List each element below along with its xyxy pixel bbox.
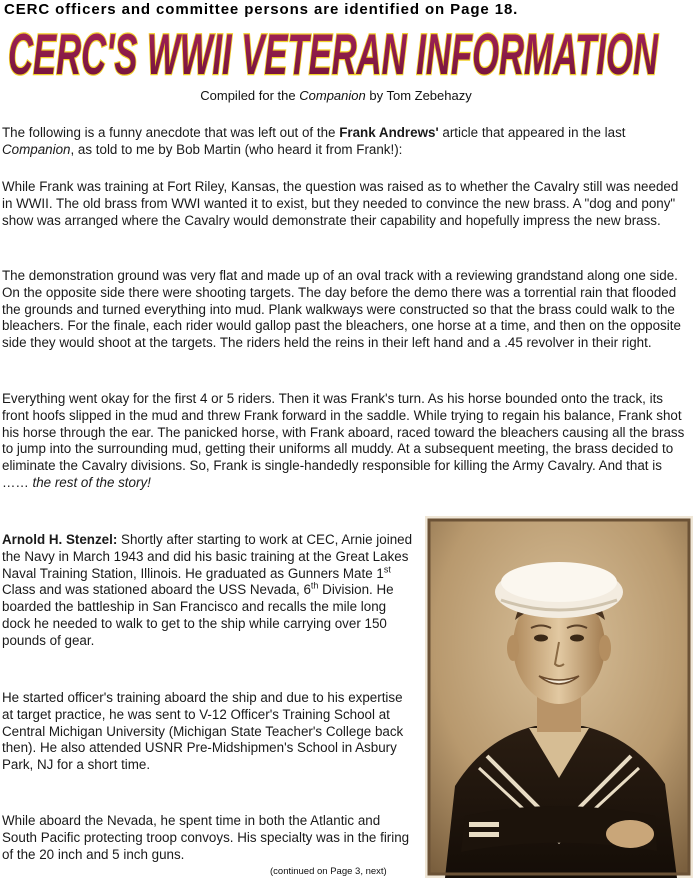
continued-note: (continued on Page 3, next) [270, 866, 387, 877]
intro-publication: Companion [2, 141, 71, 157]
stenzel-paragraph-3: While aboard the Nevada, he spent time in both the Atlantic and South Pacific protecting troop convoys. His specialty was in the firing of the 20 inch and 5 inch guns. [2, 813, 410, 862]
stenzel-paragraph-2: He started officer's training aboard the ship and due to his expertise at target practice, he was sent to V-12 Officer's Training School at Central Michigan University (Michigan State Teacher's College back then). He also attended USNR Pre-Midshipmen's School in Asbury Park, NJ for a short time. [2, 690, 404, 773]
stenzel-p1-b: Class and was stationed aboard the USS Nevada, 6 [2, 582, 311, 598]
stenzel-p1-a: Shortly after starting to work at CEC, Arnie joined the Navy in March 1943 and did his basic training at the Great Lakes Naval Training Station, Illinois. He graduated as Gunners Mate 1 [2, 532, 413, 581]
intro-text: The following is a funny anecdote that was left out of the [2, 125, 340, 140]
stenzel-p1-c: Division. He boarded the battleship in San Francisco and recalls the mile long dock he needed to walk to get to the ship while carrying over 150 pounds of gear. [2, 582, 394, 648]
byline-author: by Tom Zebehazy [365, 88, 472, 103]
banner-title [0, 12, 695, 92]
intro-name: Frank Andrews' [339, 125, 439, 140]
rest-of-story: the rest of the story! [32, 474, 151, 490]
veteran-name: Arnold H. Stenzel: [2, 532, 118, 547]
anecdote-paragraph-2: While Frank was training at Fort Riley, Kansas, the question was raised as to whether the Cavalry still was needed in WWII. The old brass from WWI wanted it to exist, but they needed to convince the new brass. A "dog and pony" show was arranged where the Cavalry would demonstrate their capability and hopefully impress the new brass. [2, 179, 679, 228]
anecdote-intro [2, 125, 692, 159]
banner-title-text: CERC'S WWII VETERAN INFORMATION [8, 22, 659, 87]
ordinal-suffix-2: th [310, 580, 319, 591]
byline-prefix: Compiled for the [200, 88, 300, 103]
intro-text-2: article that appeared in the last [438, 125, 626, 140]
anecdote-p4-text: Everything went okay for the first 4 or 5 riders. Then it was Frank's turn. As his horse bounded onto the track, its front hoofs slipped in the mud and threw Frank forward in the saddle. While trying to regain his balance, Frank shot his horse through the ear. The panicked horse, with Frank aboard, raced toward the bleachers causing all the brass to jump into the surrounding mud, getting their uniforms all muddy. At a subsequent meeting, the brass decided to eliminate the Cavalry divisions. So, Frank is single-handedly responsible for killing the Army Cavalry. And that is …… [2, 391, 685, 490]
officers-note: CERC officers and committee persons are identified on Page 18. [4, 1, 519, 18]
stenzel-paragraph-1 [2, 532, 416, 650]
veteran-portrait-photo [425, 516, 693, 878]
compiled-byline [0, 88, 672, 103]
byline-publication: Companion [299, 88, 366, 103]
intro-text-3: , as told to me by Bob Martin (who heard it from Frank!): [70, 141, 403, 157]
anecdote-paragraph-4 [2, 391, 692, 492]
ordinal-suffix: st [383, 564, 391, 575]
anecdote-paragraph-3: The demonstration ground was very flat and made up of an oval track with a reviewing grandstand along one side. On the opposite side there were shooting targets. The day before the demo there was a torrential rain that flooded the grounds and turned everything into mud. Plank walkways were constructed so that the brass could walk to the bleachers. For the finale, each rider would gallop past the bleachers, one horse at a time, and then on the opposite side they would shoot at the targets. The riders held the reins in their left hand and a .45 revolver in their right. [2, 268, 681, 351]
